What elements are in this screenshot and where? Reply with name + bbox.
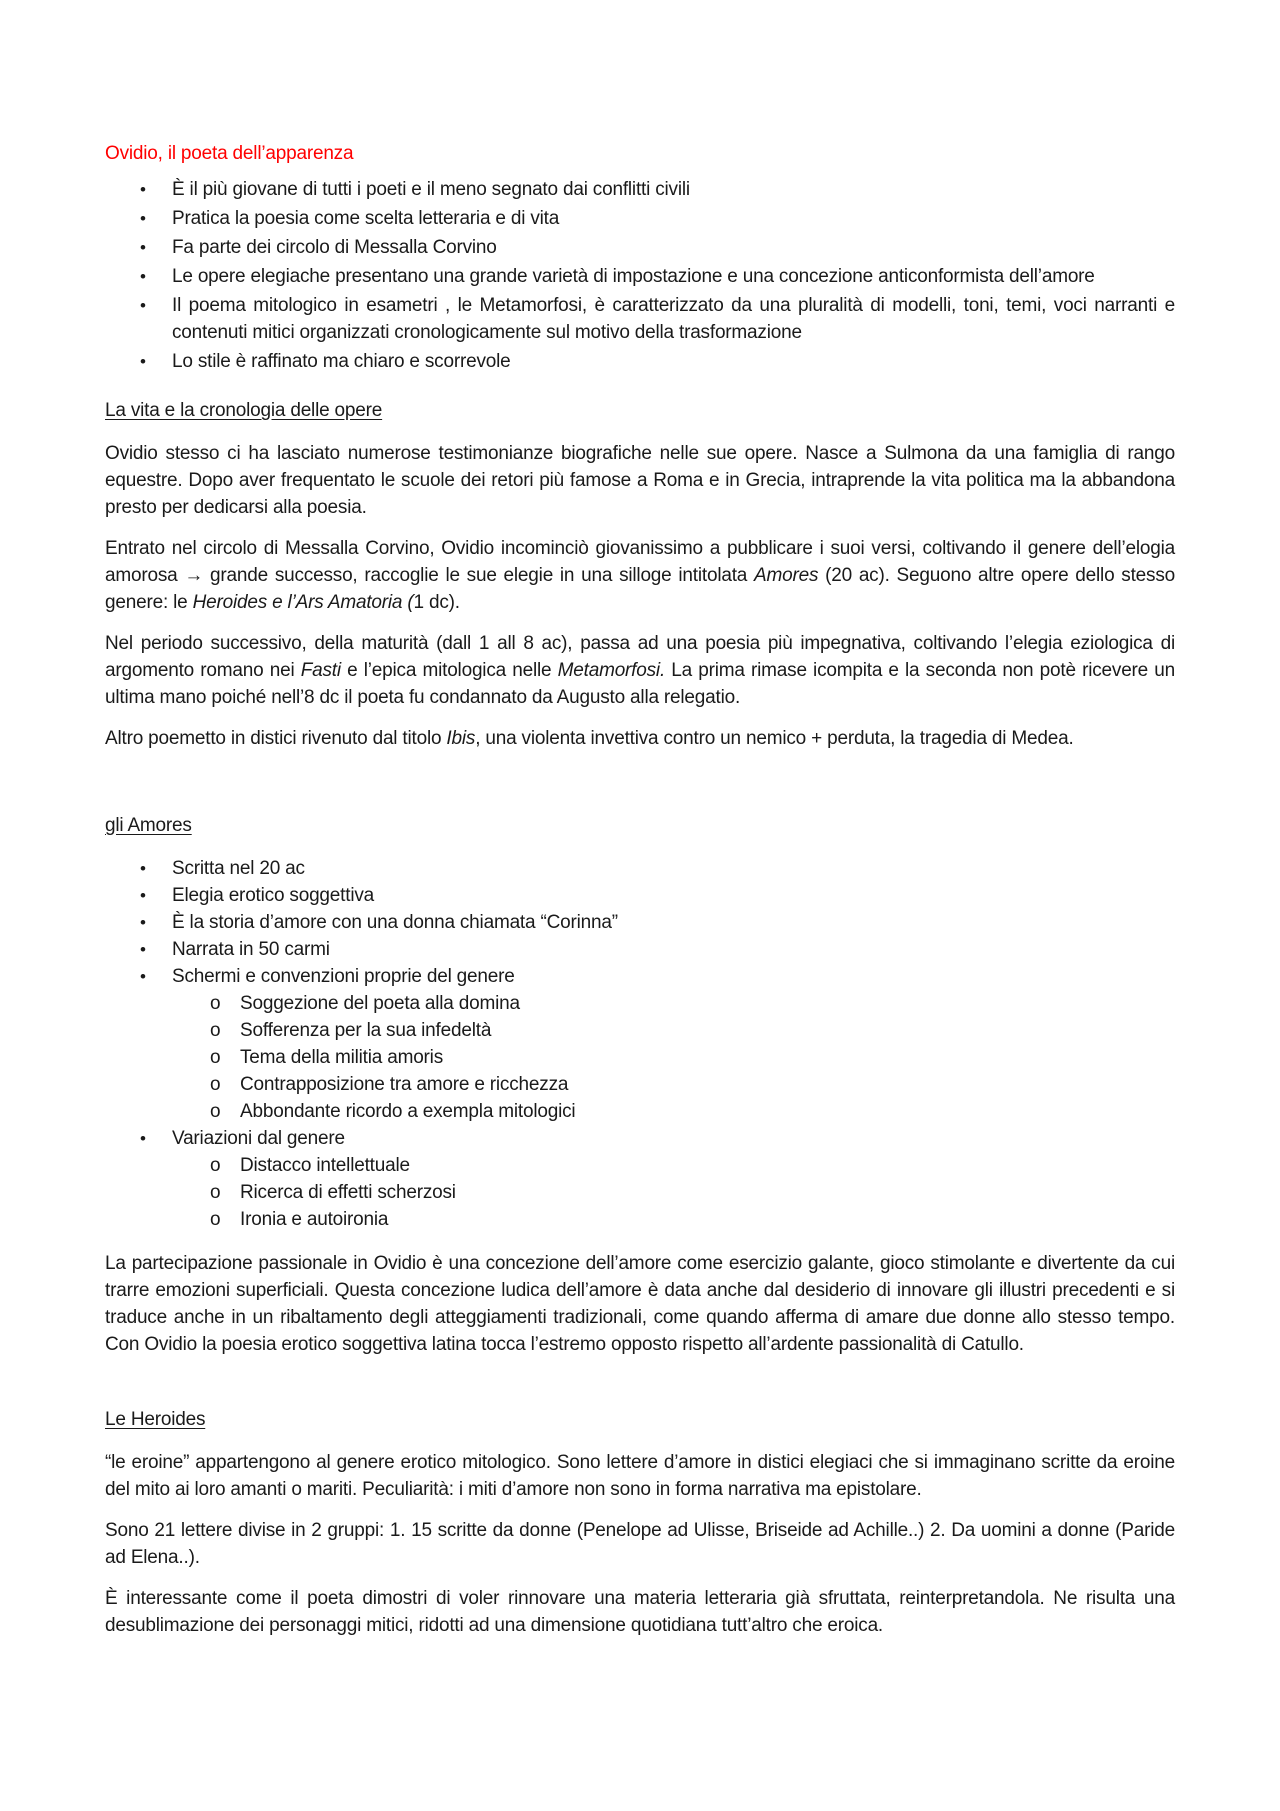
amores-bullet-list (105, 855, 1175, 1233)
sub-list-item-text: Distacco intellettuale (240, 1155, 410, 1176)
list-item (105, 234, 1175, 261)
paragraph-heroides-2: Sono 21 lettere divise in 2 gruppi: 1. 15 scritte da donne (Penelope ad Ulisse, Briseide ad Achille..) 2. Da uomini a donne (Paride ad Elena..). (105, 1520, 1175, 1568)
paragraph-vita-3: Nel periodo successivo, della maturità (dall 1 all 8 ac), passa ad una poesia più impegnativa, coltivando l’elegia eziologica di argomento romano nei Fasti e l’epica mitologica nelle Metamorfosi. La prima rimase icompita e la seconda non potè ricevere un ultima mano poiché nell’8 dc il poeta fu condannato da Augusto alla relegatio. (105, 633, 1176, 708)
sub-bullet-list (172, 1152, 1175, 1233)
bullet-icon: • (140, 940, 146, 959)
list-item-text: Le opere elegiache presentano una grande varietà di impostazione e una concezione anticonformista dell’amore (172, 266, 1095, 287)
list-item (105, 348, 1175, 375)
list-item-text: Pratica la poesia come scelta letteraria e di vita (172, 208, 560, 229)
sub-list-item-text: Tema della militia amoris (240, 1047, 444, 1068)
circle-bullet-icon: o (210, 1047, 221, 1068)
bullet-icon: • (140, 859, 146, 878)
section-heading-vita: La vita e la cronologia delle opere (105, 400, 383, 421)
list-item-text: Variazioni dal genere (172, 1128, 345, 1149)
circle-bullet-icon: o (210, 1101, 221, 1122)
bullet-icon: • (140, 296, 146, 315)
list-item (105, 292, 1175, 346)
bullet-icon: • (140, 1129, 146, 1148)
doc-title: Ovidio, il poeta dell’apparenza (105, 143, 354, 164)
paragraph-heroides-3: È interessante come il poeta dimostri di voler rinnovare una materia letteraria già sfruttata, reinterpretandola. Ne risulta una desublimazione dei personaggi mitici, ridotti ad una dimensione quotidiana tutt’altro che eroica. (105, 1588, 1175, 1636)
list-item-text: Schermi e convenzioni proprie del genere (172, 966, 515, 987)
list-item-text: Narrata in 50 carmi (172, 939, 330, 960)
circle-bullet-icon: o (210, 1074, 221, 1095)
circle-bullet-icon: o (210, 1182, 221, 1203)
list-item (105, 936, 1175, 963)
section-heading-heroides: Le Heroides (105, 1409, 206, 1430)
intro-bullet-list (105, 176, 1175, 375)
sub-bullet-list (172, 990, 1175, 1125)
sub-list-item (172, 1179, 1175, 1206)
paragraph-heroides-1: “le eroine” appartengono al genere erotico mitologico. Sono lettere d’amore in distici elegiaci che si immaginano scritte da eroine del mito ai loro amanti o mariti. Peculiarità: i miti d’amore non sono in forma narrativa ma epistolare. (105, 1452, 1175, 1500)
section-heading-amores: gli Amores (105, 815, 192, 836)
paragraph-vita-1: Ovidio stesso ci ha lasciato numerose testimonianze biografiche nelle sue opere. Nasce a Sulmona da una famiglia di rango equestre. Dopo aver frequentato le scuole dei retori più famose a Roma e in Grecia, intraprende la vita politica ma la abbandona presto per dedicarsi alla poesia. (105, 443, 1175, 518)
bullet-icon: • (140, 886, 146, 905)
sub-list-item-text: Sofferenza per la sua infedeltà (240, 1020, 492, 1041)
sub-list-item (172, 1044, 1175, 1071)
list-item (105, 1125, 1175, 1233)
list-item (105, 263, 1175, 290)
list-item-text: Scritta nel 20 ac (172, 858, 305, 879)
sub-list-item-text: Ricerca di effetti scherzosi (240, 1182, 456, 1203)
list-item (105, 882, 1175, 909)
sub-list-item (172, 1152, 1175, 1179)
bullet-icon: • (140, 209, 146, 228)
paragraph-vita-4: Altro poemetto in distici rivenuto dal titolo Ibis, una violenta invettiva contro un nemico + perduta, la tragedia di Medea. (105, 728, 1074, 749)
list-item-text: È la storia d’amore con una donna chiamata “Corinna” (172, 912, 618, 933)
list-item (105, 855, 1175, 882)
circle-bullet-icon: o (210, 993, 221, 1014)
sub-list-item-text: Ironia e autoironia (240, 1209, 389, 1230)
list-item (105, 909, 1175, 936)
sub-list-item (172, 1071, 1175, 1098)
circle-bullet-icon: o (210, 1209, 221, 1230)
circle-bullet-icon: o (210, 1155, 221, 1176)
list-item-text: Lo stile è raffinato ma chiaro e scorrevole (172, 351, 511, 372)
list-item-text: Elegia erotico soggettiva (172, 885, 375, 906)
list-item-text: È il più giovane di tutti i poeti e il meno segnato dai conflitti civili (172, 179, 690, 200)
sub-list-item-text: Contrapposizione tra amore e ricchezza (240, 1074, 569, 1095)
list-item (105, 963, 1175, 1125)
bullet-icon: • (140, 238, 146, 257)
bullet-icon: • (140, 967, 146, 986)
list-item (105, 205, 1175, 232)
sub-list-item-text: Abbondante ricordo a exempla mitologici (240, 1101, 576, 1122)
paragraph-vita-2: Entrato nel circolo di Messalla Corvino, Ovidio incominciò giovanissimo a pubblicare i suoi versi, coltivando il genere dell’elogia amorosa → grande successo, raccoglie le sue elegie in una silloge intitolata Amores (20 ac). Seguono altre opere dello stesso genere: le Heroides e l’Ars Amatoria (1 dc). (105, 538, 1175, 613)
bullet-icon: • (140, 267, 146, 286)
circle-bullet-icon: o (210, 1020, 221, 1041)
list-item-text: Il poema mitologico in esametri , le Metamorfosi, è caratterizzato da una pluralità di modelli, toni, temi, voci narranti e contenuti mitici organizzati cronologicamente sul motivo della trasformazione (172, 295, 1175, 343)
bullet-icon: • (140, 913, 146, 932)
sub-list-item (172, 1098, 1175, 1125)
paragraph-amores-1: La partecipazione passionale in Ovidio è una concezione dell’amore come esercizio galante, gioco stimolante e divertente da cui trarre emozioni superficiali. Questa concezione ludica dell’amore è data anche dal desiderio di innovare gli illustri precedenti e si traduce anche in un ribaltamento degli atteggiamenti tradizionali, come quando afferma di amare due donne allo stesso tempo. Con Ovidio la poesia erotico soggettiva latina tocca l’estremo opposto rispetto all’ardente passionalità di Catullo. (105, 1253, 1175, 1355)
sub-list-item (172, 990, 1175, 1017)
sub-list-item (172, 1017, 1175, 1044)
list-item-text: Fa parte dei circolo di Messalla Corvino (172, 237, 497, 258)
bullet-icon: • (140, 180, 146, 199)
sub-list-item (172, 1206, 1175, 1233)
list-item (105, 176, 1175, 203)
bullet-icon: • (140, 352, 146, 371)
sub-list-item-text: Soggezione del poeta alla domina (240, 993, 520, 1014)
